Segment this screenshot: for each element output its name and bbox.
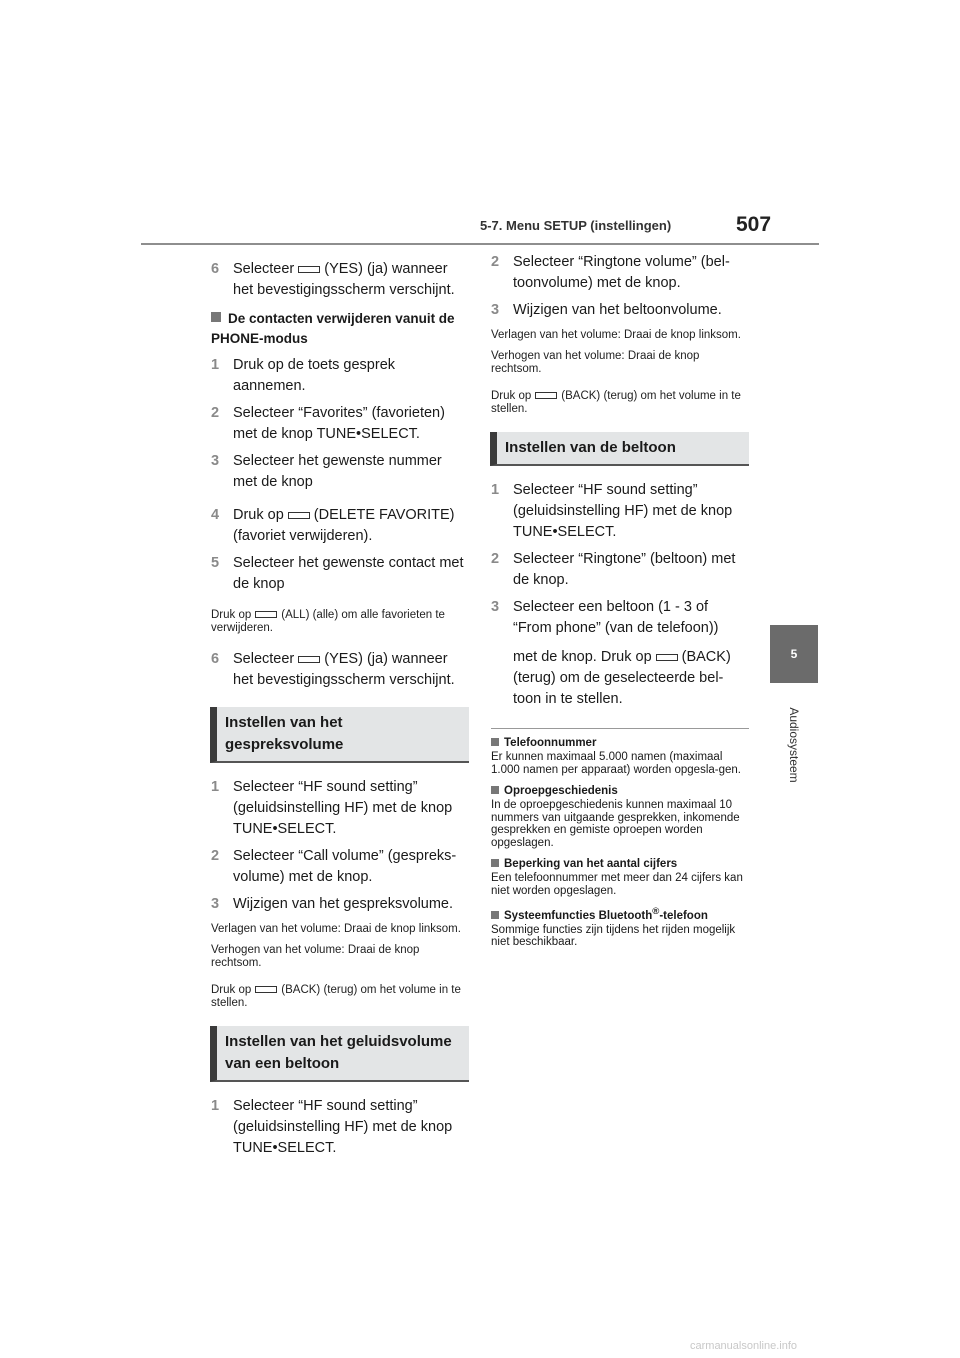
button-icon bbox=[656, 654, 678, 661]
chapter-label: Audiosysteem bbox=[787, 707, 801, 783]
button-icon bbox=[288, 512, 310, 519]
info-text: Sommige functies zijn tijdens het rijden mogelijk niet beschikbaar. bbox=[491, 923, 736, 949]
info-heading: Beperking van het aantal cijfers bbox=[491, 858, 749, 870]
button-icon bbox=[535, 392, 557, 399]
square-bullet-icon bbox=[211, 312, 221, 322]
note-text: Druk op (ALL) (alle) om alle favorieten te verwijderen. bbox=[211, 609, 445, 634]
section-heading: Instellen van het geluidsvolume van een beltoon bbox=[210, 1026, 469, 1082]
square-bullet-icon bbox=[491, 859, 499, 867]
step-item: 1 Selecteer “HF sound setting” (geluidsinstelling HF) met de knop TUNE•SELECT. bbox=[491, 482, 733, 540]
info-text: Er kunnen maximaal 5.000 namen (maximaal 1.000 namen per apparaat) worden opgesla-gen. bbox=[491, 751, 741, 776]
section-heading: Instellen van de beltoon bbox=[490, 432, 749, 466]
button-icon bbox=[298, 266, 320, 273]
note-text: Verlagen van het volume: Draai de knop linksom. bbox=[211, 923, 461, 935]
step-item: 3 Wijzigen van het beltoonvolume. bbox=[491, 302, 722, 318]
step-item: 3 Wijzigen van het gespreksvolume. bbox=[211, 896, 454, 912]
step-item: 4 Druk op (DELETE FAVORITE) (favoriet verwijderen). bbox=[211, 507, 455, 544]
info-heading: Systeemfuncties Bluetooth®-telefoon bbox=[491, 906, 749, 922]
step-item: 2 Selecteer “Ringtone volume” (bel-toonvolume) met de knop. bbox=[491, 254, 730, 291]
button-icon bbox=[255, 986, 277, 993]
step-item: 2 Selecteer “Ringtone” (beltoon) met de knop. bbox=[491, 551, 736, 588]
info-text: Een telefoonnummer met meer dan 24 cijfers kan niet worden opgeslagen. bbox=[491, 872, 743, 897]
step-item: 5 Selecteer het gewenste contact met de knop bbox=[211, 555, 464, 592]
info-text: In de oproepgeschiedenis kunnen maximaal 10 nummers van uitgaande gesprekken, inkomende gesprekken en gemiste oproepen worden opgeslagen. bbox=[491, 799, 740, 849]
step-item: 1 Druk op de toets gesprek aannemen. bbox=[211, 357, 396, 394]
info-heading: Oproepgeschiedenis bbox=[491, 785, 749, 797]
note-text: Verhogen van het volume: Draai de knop rechtsom. bbox=[211, 944, 420, 969]
section-heading: Instellen van het gespreksvolume bbox=[210, 707, 469, 763]
divider bbox=[491, 728, 749, 729]
step-item: 2 Selecteer “Favorites” (favorieten) met de knop TUNE•SELECT. bbox=[211, 405, 445, 442]
step-item: 1 Selecteer “HF sound setting” (geluidsinstelling HF) met de knop TUNE•SELECT. bbox=[211, 779, 453, 837]
step-item: 3 Selecteer het gewenste nummer met de knop bbox=[211, 453, 442, 490]
right-column bbox=[491, 252, 749, 958]
step-item: 3 Selecteer een beltoon (1 - 3 of “From phone” (van de telefoon)) met de knop. Druk op (BACK) (terug) om de geselecteerde bel-toon in te stellen. bbox=[491, 599, 731, 707]
note-text: Druk op (BACK) (terug) om het volume in te stellen. bbox=[491, 390, 741, 415]
square-bullet-icon bbox=[491, 911, 499, 919]
square-bullet-icon bbox=[491, 738, 499, 746]
button-icon bbox=[255, 611, 277, 618]
button-icon bbox=[298, 656, 320, 663]
chapter-tab[interactable]: 5 bbox=[770, 625, 818, 683]
header-divider bbox=[141, 243, 819, 245]
info-heading: Telefoonnummer bbox=[491, 737, 749, 749]
subheading: De contacten verwijderen vanuit de PHONE-modus bbox=[211, 311, 455, 346]
step-item: 6 Selecteer (YES) (ja) wanneer het bevestigingsscherm verschijnt. bbox=[211, 651, 455, 688]
square-bullet-icon bbox=[491, 786, 499, 794]
step-item: 6 Selecteer (YES) (ja) wanneer het bevestigingsscherm verschijnt. bbox=[211, 261, 455, 298]
step-item: 1 Selecteer “HF sound setting” (geluidsinstelling HF) met de knop TUNE•SELECT. bbox=[211, 1098, 453, 1156]
note-text: Verhogen van het volume: Draai de knop rechtsom. bbox=[491, 350, 700, 375]
page-number: 507 bbox=[736, 213, 772, 236]
left-column bbox=[211, 259, 469, 1165]
note-text: Verlagen van het volume: Draai de knop linksom. bbox=[491, 329, 741, 341]
note-text: Druk op (BACK) (terug) om het volume in te stellen. bbox=[211, 984, 461, 1009]
step-item: 2 Selecteer “Call volume” (gespreks-volume) met de knop. bbox=[211, 848, 457, 885]
section-title: 5-7. Menu SETUP (instellingen) bbox=[480, 218, 672, 233]
footer-watermark: carmanualsonline.info bbox=[690, 1340, 798, 1352]
